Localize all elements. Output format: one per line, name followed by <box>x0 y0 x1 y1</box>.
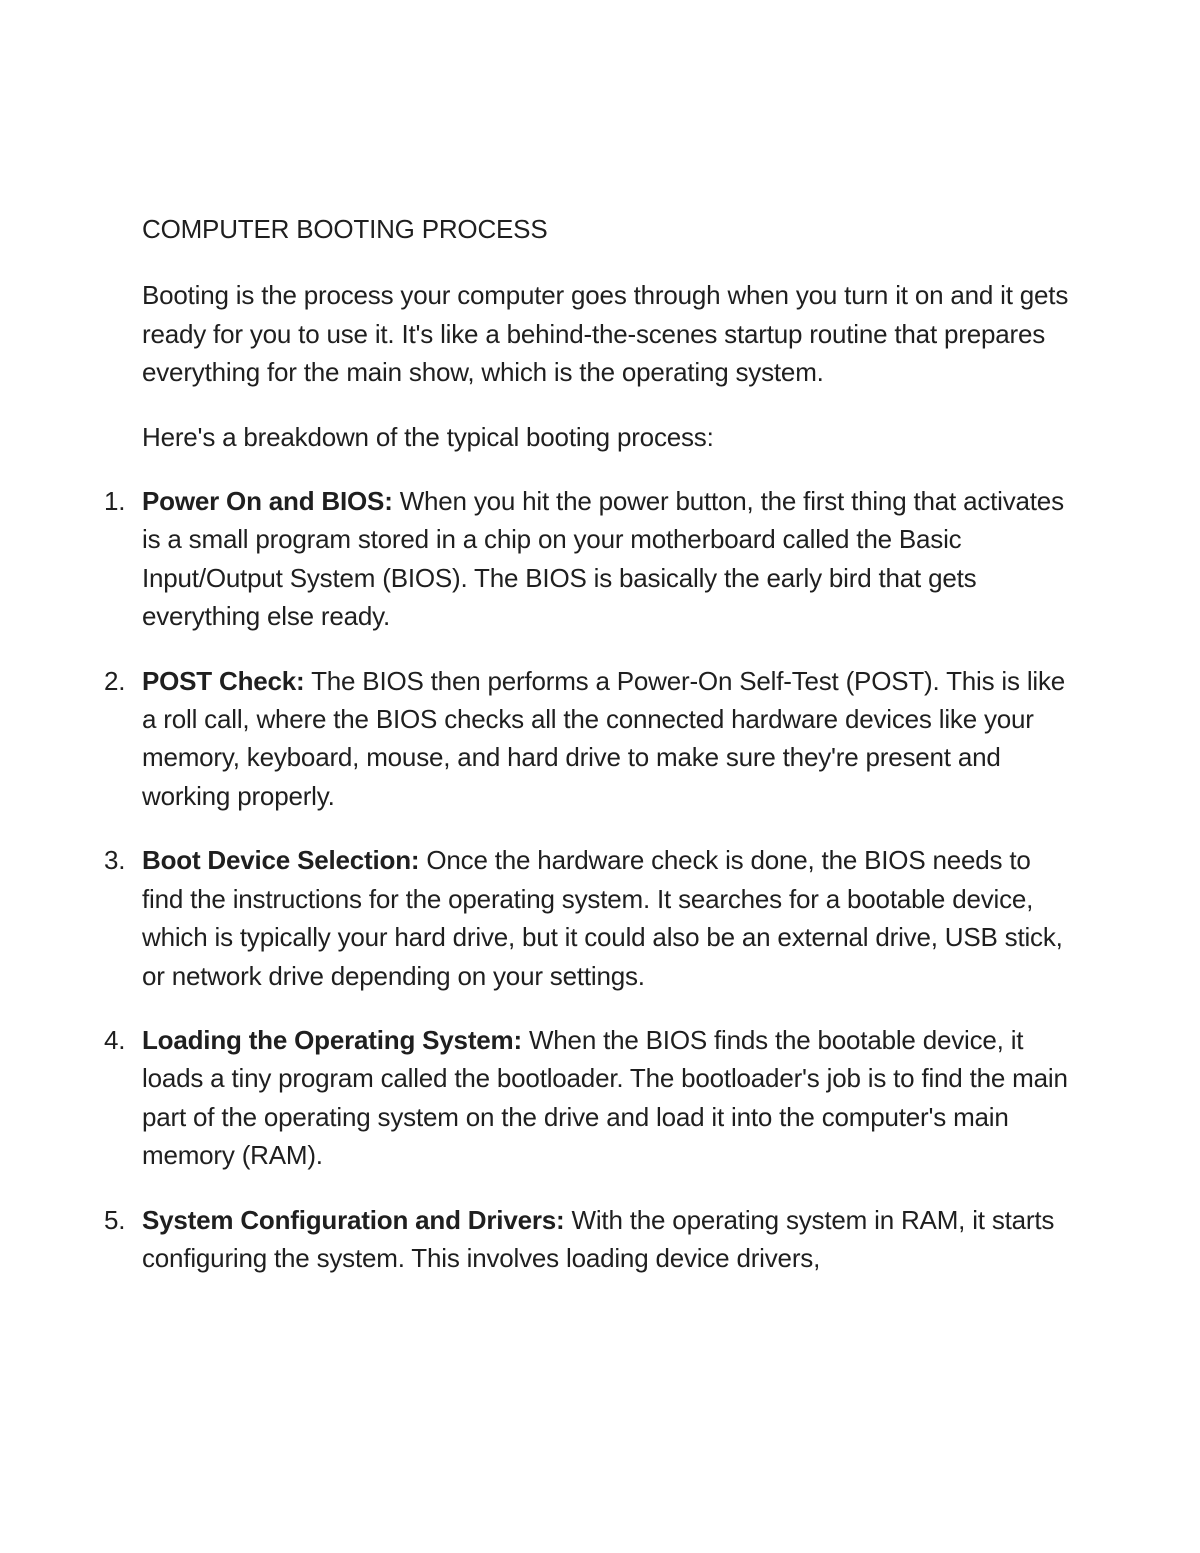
step-heading: Power On and BIOS: <box>142 486 393 517</box>
step-number: 1. <box>104 486 126 517</box>
step-number: 2. <box>104 665 126 696</box>
step-text: When you hit the power button, the first thing that activates is a small program stored in a chip on your motherboard called the Basic Input/Output System (BIOS). The BIOS is basically the early bird that gets everything else ready. <box>142 486 1064 632</box>
step-text: The BIOS then performs a Power-On Self-Test (POST). This is like a roll call, where the BIOS checks all the connected hardware devices like your memory, keyboard, mouse, and hard drive to make sure they're present and working properly. <box>142 665 1066 811</box>
document-title: COMPUTER BOOTING PROCESS <box>142 214 548 244</box>
list-item <box>104 841 1072 995</box>
step-text: Once the hardware check is done, the BIOS needs to find the instructions for the operating system. It searches for a bootable device, which is typically your hard drive, but it could also be an external drive, USB stick, or network drive depending on your settings. <box>142 845 1063 991</box>
list-item <box>104 662 1072 816</box>
step-heading: POST Check: <box>142 665 305 696</box>
list-item <box>104 482 1072 636</box>
list-item <box>104 1021 1072 1175</box>
step-heading: System Configuration and Drivers: <box>142 1204 565 1235</box>
step-heading: Boot Device Selection: <box>142 845 420 876</box>
step-number: 3. <box>104 845 126 876</box>
intro-paragraph: Booting is the process your computer goes through when you turn it on and it gets ready for you to use it. It's like a behind-the-scenes startup routine that prepares everything for the main show, which is the operating system. <box>142 280 1069 388</box>
lead-paragraph: Here's a breakdown of the typical booting process: <box>142 421 714 452</box>
step-text: When the BIOS finds the bootable device, it loads a tiny program called the bootloader. The bootloader's job is to find the main part of the operating system on the drive and load it into the computer's main memory (RAM). <box>142 1024 1068 1171</box>
step-text: With the operating system in RAM, it starts configuring the system. This involves loading device drivers, <box>142 1204 1055 1273</box>
document-body <box>104 210 1072 1303</box>
booting-steps-list <box>104 482 1072 1277</box>
list-item <box>104 1201 1072 1278</box>
step-number: 4. <box>104 1024 126 1055</box>
step-number: 5. <box>104 1204 126 1235</box>
step-heading: Loading the Operating System: <box>142 1024 522 1055</box>
